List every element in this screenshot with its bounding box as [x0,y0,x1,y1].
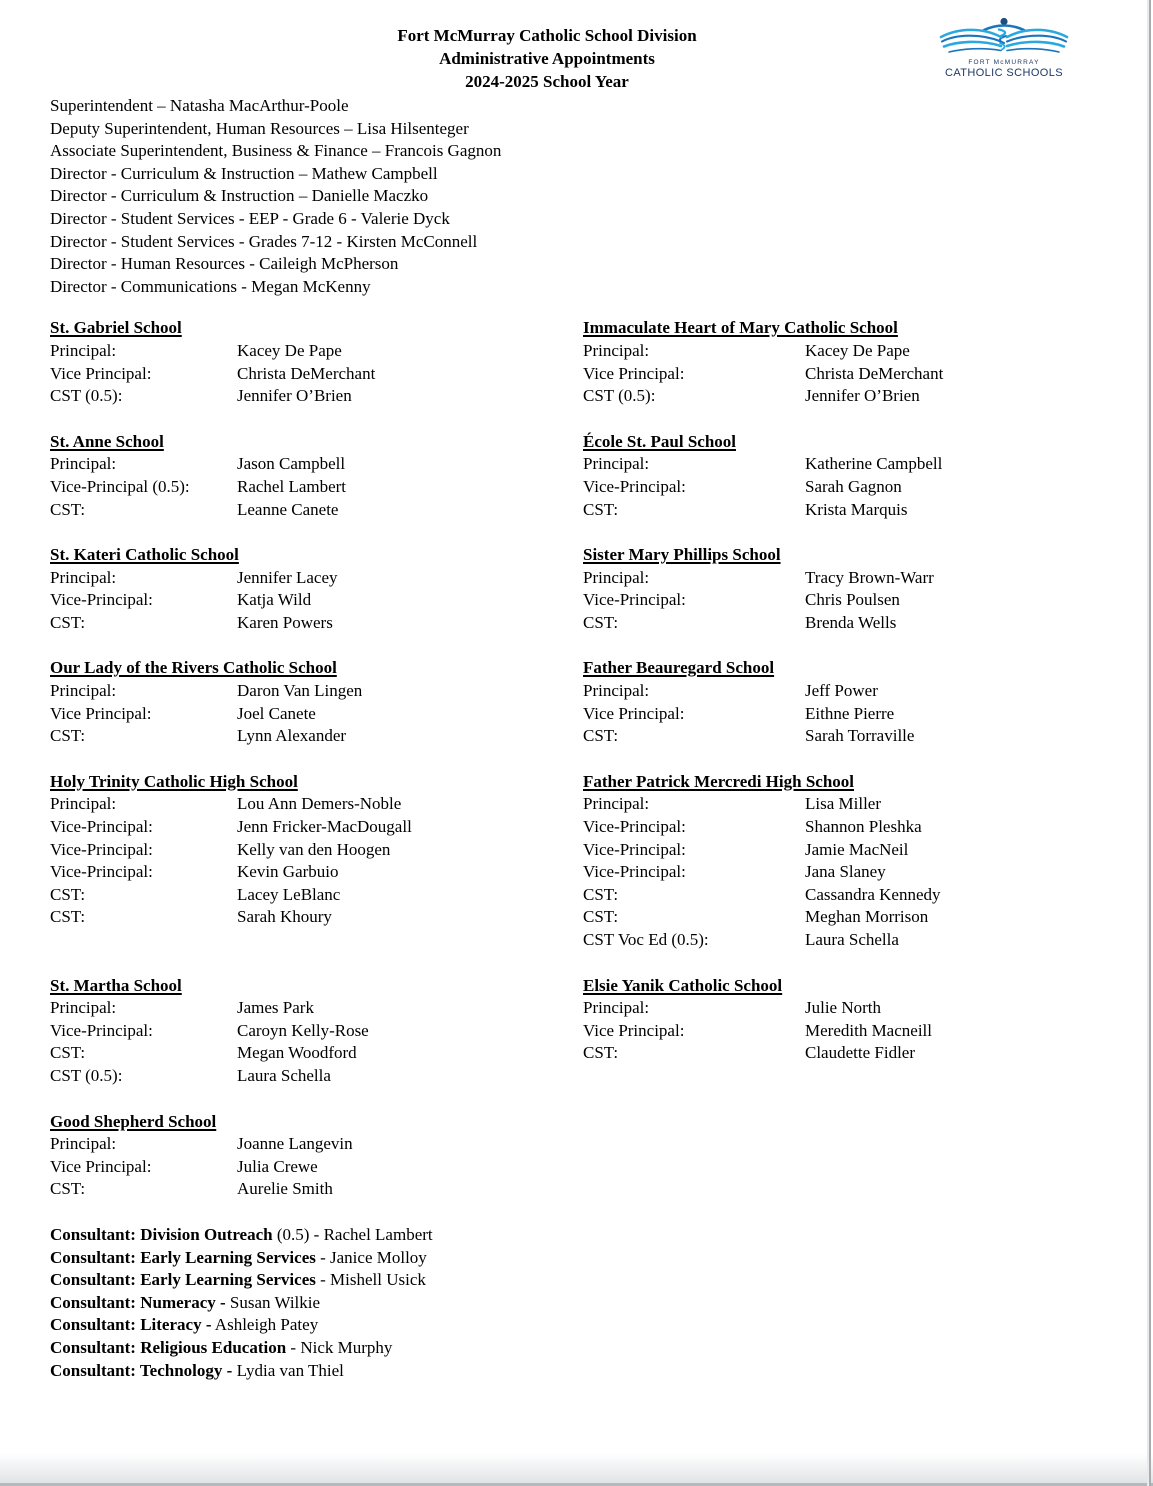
school-band [50,1111,1110,1201]
staff-role-label: Principal: [50,454,117,474]
school-section [50,431,583,521]
staff-role-label: CST: [50,499,86,519]
staff-role-label: Vice-Principal: [50,862,153,882]
staff-role-label: Vice-Principal: [583,862,686,882]
staff-role-label: CST (0.5): [583,386,656,406]
staff-role-label: CST Voc Ed (0.5): [583,930,709,949]
consultant-list [50,1224,1110,1382]
staff-name: Megan Woodford [237,1043,357,1063]
school-section [50,544,583,634]
staff-name: Jennifer Lacey [237,567,338,587]
logo-text-line1: FORT McMURRAY [968,59,1040,66]
staff-row [50,385,583,408]
staff-row [583,929,1110,952]
staff-row [583,589,1110,612]
staff-name: Claudette Fidler [805,1043,916,1063]
executive-line [50,231,1110,254]
school-section [583,657,1110,747]
staff-row [50,816,583,839]
staff-name: Kevin Garbuio [237,862,339,882]
school-section [583,771,1110,952]
school-column-right [583,1111,1110,1201]
staff-name: Sarah Khoury [237,907,332,927]
staff-name: Krista Marquis [805,499,908,519]
school-name: St. Gabriel School [50,318,182,338]
consultant-line [50,1337,1110,1360]
staff-name: Jason Campbell [237,454,346,474]
staff-name: Leanne Canete [237,499,339,519]
staff-role-label: CST (0.5): [50,1065,123,1085]
staff-role-label: Vice-Principal: [50,839,153,859]
staff-role-label: Principal: [50,567,117,587]
consultant-role: Consultant: Early Learning Services [50,1270,316,1290]
staff-row [583,1020,1110,1043]
staff-row [50,363,583,386]
school-name: St. Anne School [50,431,164,451]
staff-name: Brenda Wells [805,612,897,632]
school-name: Elsie Yanik Catholic School [583,975,783,995]
staff-row [583,861,1110,884]
staff-role-label: CST: [50,726,86,746]
executive-name: - Caileigh McPherson [244,254,399,274]
executive-line [50,163,1110,186]
staff-role-label: Principal: [583,340,650,360]
executive-line [50,95,1110,118]
staff-role-label: CST: [583,612,619,632]
staff-row [50,1178,583,1201]
school-column-right [583,657,1110,747]
consultant-name: - Mishell Usick [315,1270,426,1290]
staff-role-label: Vice-Principal (0.5): [50,476,190,496]
school-column-right [583,431,1110,521]
consultant-role: Consultant: Early Learning Services [50,1247,316,1267]
staff-name: Jeff Power [805,681,878,701]
school-section [50,771,583,929]
staff-role-label: Vice-Principal: [583,839,686,859]
staff-name: Lacey LeBlanc [237,884,341,904]
executive-line [50,253,1110,276]
staff-row [50,884,583,907]
staff-row [50,1156,583,1179]
staff-name: Karen Powers [237,612,333,632]
staff-role-label: Principal: [583,794,650,814]
staff-row [583,906,1110,929]
school-section [583,975,1110,1065]
consultant-role: Consultant: Numeracy - [50,1292,226,1312]
school-section [583,544,1110,634]
staff-row [50,340,583,363]
consultant-name: - Nick Murphy [286,1337,393,1357]
staff-role-label: Principal: [583,998,650,1018]
executive-name: – Lisa Hilsenteger [339,118,469,138]
staff-row [50,680,583,703]
staff-name: Lisa Miller [805,794,882,814]
executive-line [50,140,1110,163]
staff-name: Jana Slaney [805,862,886,882]
staff-role-label: Principal: [583,454,650,474]
staff-row [583,340,1110,363]
staff-name: Katja Wild [237,590,312,610]
staff-role-label: Principal: [50,681,117,701]
staff-role-label: CST: [583,1043,619,1063]
staff-role-label: Vice Principal: [583,1020,685,1040]
staff-row [50,997,583,1020]
school-name: Father Patrick Mercredi High School [583,771,855,791]
staff-role-label: Principal: [50,1134,117,1154]
school-band [50,317,1110,407]
staff-name: Daron Van Lingen [237,681,363,701]
consultant-role: Consultant: Religious Education [50,1337,287,1357]
executive-name: – Mathew Campbell [294,163,438,183]
staff-role-label: Vice Principal: [583,363,685,383]
staff-name: Lynn Alexander [237,726,347,746]
executive-role: Director - Human Resources [50,254,245,274]
staff-role-label: CST: [583,884,619,904]
executive-role: Director - Curriculum & Instruction [50,163,295,183]
executive-role: Director - Student Services - Grades 7-12 - [50,231,343,251]
staff-role-label: Vice Principal: [583,703,685,723]
staff-name: Jenn Fricker-MacDougall [237,817,412,837]
staff-role-label: CST: [50,884,86,904]
staff-row [583,680,1110,703]
consultant-name: - Janice Molloy [315,1247,427,1267]
staff-role-label: CST: [583,907,619,927]
school-name: St. Martha School [50,975,182,995]
staff-row [50,612,583,635]
staff-row [50,839,583,862]
school-column-left [50,317,583,407]
staff-row [50,793,583,816]
executive-name: – Natasha MacArthur-Poole [152,96,349,115]
consultant-line [50,1224,1110,1247]
staff-role-label: Vice-Principal: [583,590,686,610]
school-column-left [50,431,583,521]
staff-role-label: Vice Principal: [50,703,152,723]
staff-row [583,1042,1110,1065]
staff-name: Jamie MacNeil [805,839,909,859]
school-name: Our Lady of the Rivers Catholic School [50,658,337,678]
staff-name: Jennifer O’Brien [805,386,920,406]
staff-role-label: Principal: [50,340,117,360]
staff-row [50,861,583,884]
school-band [50,657,1110,747]
executive-line [50,276,1110,299]
executive-line [50,208,1110,231]
consultant-role: Consultant: Technology - [50,1360,233,1380]
staff-row [50,1020,583,1043]
staff-name: Joel Canete [237,703,316,723]
staff-role-label: CST: [583,726,619,746]
staff-name: Sarah Gagnon [805,476,902,496]
staff-row [50,476,583,499]
executive-name: – Danielle Maczko [294,186,429,206]
staff-role-label: Vice-Principal: [50,590,153,610]
executive-role: Director - Student Services - EEP - Grade 6 [50,208,347,228]
staff-name: Rachel Lambert [237,476,347,496]
staff-name: Christa DeMerchant [805,363,944,383]
staff-row [50,589,583,612]
school-column-left [50,544,583,634]
executive-role: Associate Superintendent, Business & Finance [50,141,368,161]
staff-row [50,499,583,522]
consultant-name: Ashleigh Patey [211,1315,319,1335]
executive-name: - Megan McKenny [236,276,371,296]
executive-line [50,185,1110,208]
staff-row [583,499,1110,522]
executive-name: - Valerie Dyck [346,208,450,228]
staff-name: Kelly van den Hoogen [237,839,391,859]
school-name: Good Shepherd School [50,1111,217,1131]
staff-row [583,363,1110,386]
staff-role-label: CST: [50,1043,86,1063]
staff-name: Chris Poulsen [805,590,900,610]
school-section [583,317,1110,407]
executive-line [50,118,1110,141]
staff-role-label: Principal: [583,567,650,587]
staff-role-label: Vice-Principal: [583,476,686,496]
school-band [50,975,1110,1088]
staff-role-label: Principal: [583,681,650,701]
staff-row [50,1042,583,1065]
staff-role-label: Vice-Principal: [583,817,686,837]
catholic-schools-logo-icon [938,16,1070,82]
staff-role-label: Vice-Principal: [50,1020,153,1040]
staff-row [583,816,1110,839]
school-section [50,1111,583,1201]
executive-role: Deputy Superintendent, Human Resources [50,118,340,138]
title-line-1: Fort McMurray Catholic School Division [397,26,697,45]
executive-name: Kirsten McConnell [342,231,478,251]
staff-name: Sarah Torraville [805,726,915,746]
staff-name: Meredith Macneill [805,1020,932,1040]
staff-role-label: CST: [50,1179,86,1199]
fmcsd-logo [938,16,1070,82]
staff-name: Julia Crewe [237,1156,318,1176]
staff-role-label: Principal: [50,998,117,1018]
consultant-line [50,1269,1110,1292]
school-name: Holy Trinity Catholic High School [50,771,298,791]
staff-name: Kacey De Pape [237,340,342,360]
school-section [50,317,583,407]
staff-role-label: Vice-Principal: [50,817,153,837]
staff-role-label: CST: [50,612,86,632]
staff-row [50,453,583,476]
school-column-right [583,544,1110,634]
consultant-role: Consultant: Literacy - [50,1315,212,1335]
school-section [50,975,583,1088]
staff-name: Jennifer O’Brien [237,386,352,406]
staff-row [583,725,1110,748]
staff-name: Shannon Pleshka [805,817,922,837]
school-section [50,657,583,747]
school-column-right [583,317,1110,407]
staff-name: Cassandra Kennedy [805,884,941,904]
consultant-name: (0.5) - Rachel Lambert [272,1224,433,1244]
school-band [50,771,1110,952]
school-band [50,544,1110,634]
consultant-line [50,1360,1110,1383]
staff-role-label: Vice Principal: [50,363,152,383]
page-bottom-edge [0,1453,1153,1486]
executive-list [50,95,1110,298]
school-band [50,431,1110,521]
staff-row [583,703,1110,726]
staff-name: Lou Ann Demers-Noble [237,794,402,814]
page-right-edge [1149,0,1151,1486]
school-column-left [50,657,583,747]
staff-name: Katherine Campbell [805,454,943,474]
staff-row [583,453,1110,476]
staff-name: Kacey De Pape [805,340,910,360]
staff-row [583,476,1110,499]
staff-row [50,1133,583,1156]
staff-name: Laura Schella [805,930,899,949]
staff-role-label: Vice Principal: [50,1156,152,1176]
staff-name: Eithne Pierre [805,703,895,723]
staff-role-label: Principal: [50,794,117,814]
staff-row [50,703,583,726]
staff-row [583,385,1110,408]
executive-role: Superintendent [50,96,153,115]
school-column-left [50,1111,583,1201]
staff-row [50,567,583,590]
title-line-3: 2024-2025 School Year [465,72,629,91]
consultant-name: Susan Wilkie [225,1292,321,1312]
staff-row [583,612,1110,635]
school-column-right [583,771,1110,952]
title-line-2: Administrative Appointments [439,49,655,68]
consultant-role: Consultant: Division Outreach [50,1224,273,1244]
school-name: Immaculate Heart of Mary Catholic School [583,318,898,338]
staff-name: Joanne Langevin [237,1134,353,1154]
consultant-name: Lydia van Thiel [232,1360,344,1380]
school-column-right [583,975,1110,1088]
school-name: Father Beauregard School [583,658,775,678]
staff-role-label: CST (0.5): [50,386,123,406]
consultant-line [50,1314,1110,1337]
staff-name: Christa DeMerchant [237,363,376,383]
executive-name: – Francois Gagnon [367,141,502,161]
consultant-line [50,1247,1110,1270]
document-title [50,24,1044,93]
staff-row [50,906,583,929]
staff-row [583,567,1110,590]
staff-row [583,793,1110,816]
consultant-line [50,1292,1110,1315]
staff-name: Laura Schella [237,1065,331,1085]
staff-row [583,839,1110,862]
staff-role-label: CST: [50,907,86,927]
executive-role: Director - Curriculum & Instruction [50,186,295,206]
staff-name: Aurelie Smith [237,1179,333,1199]
school-column-left [50,771,583,952]
staff-name: James Park [237,998,314,1018]
staff-row [583,884,1110,907]
school-sections [50,317,1110,1201]
staff-name: Tracy Brown-Warr [805,567,934,587]
staff-name: Caroyn Kelly-Rose [237,1020,369,1040]
logo-text-line2: CATHOLIC SCHOOLS [944,67,1064,79]
staff-name: Meghan Morrison [805,907,929,927]
school-column-left [50,975,583,1088]
staff-role-label: CST: [583,499,619,519]
staff-row [50,725,583,748]
school-name: École St. Paul School [583,431,737,451]
school-name: St. Kateri Catholic School [50,545,239,565]
staff-name: Julie North [805,998,882,1018]
school-section [583,431,1110,521]
school-name: Sister Mary Phillips School [583,545,781,565]
executive-role: Director - Communications [50,276,237,296]
staff-row [583,997,1110,1020]
staff-row [50,1065,583,1088]
